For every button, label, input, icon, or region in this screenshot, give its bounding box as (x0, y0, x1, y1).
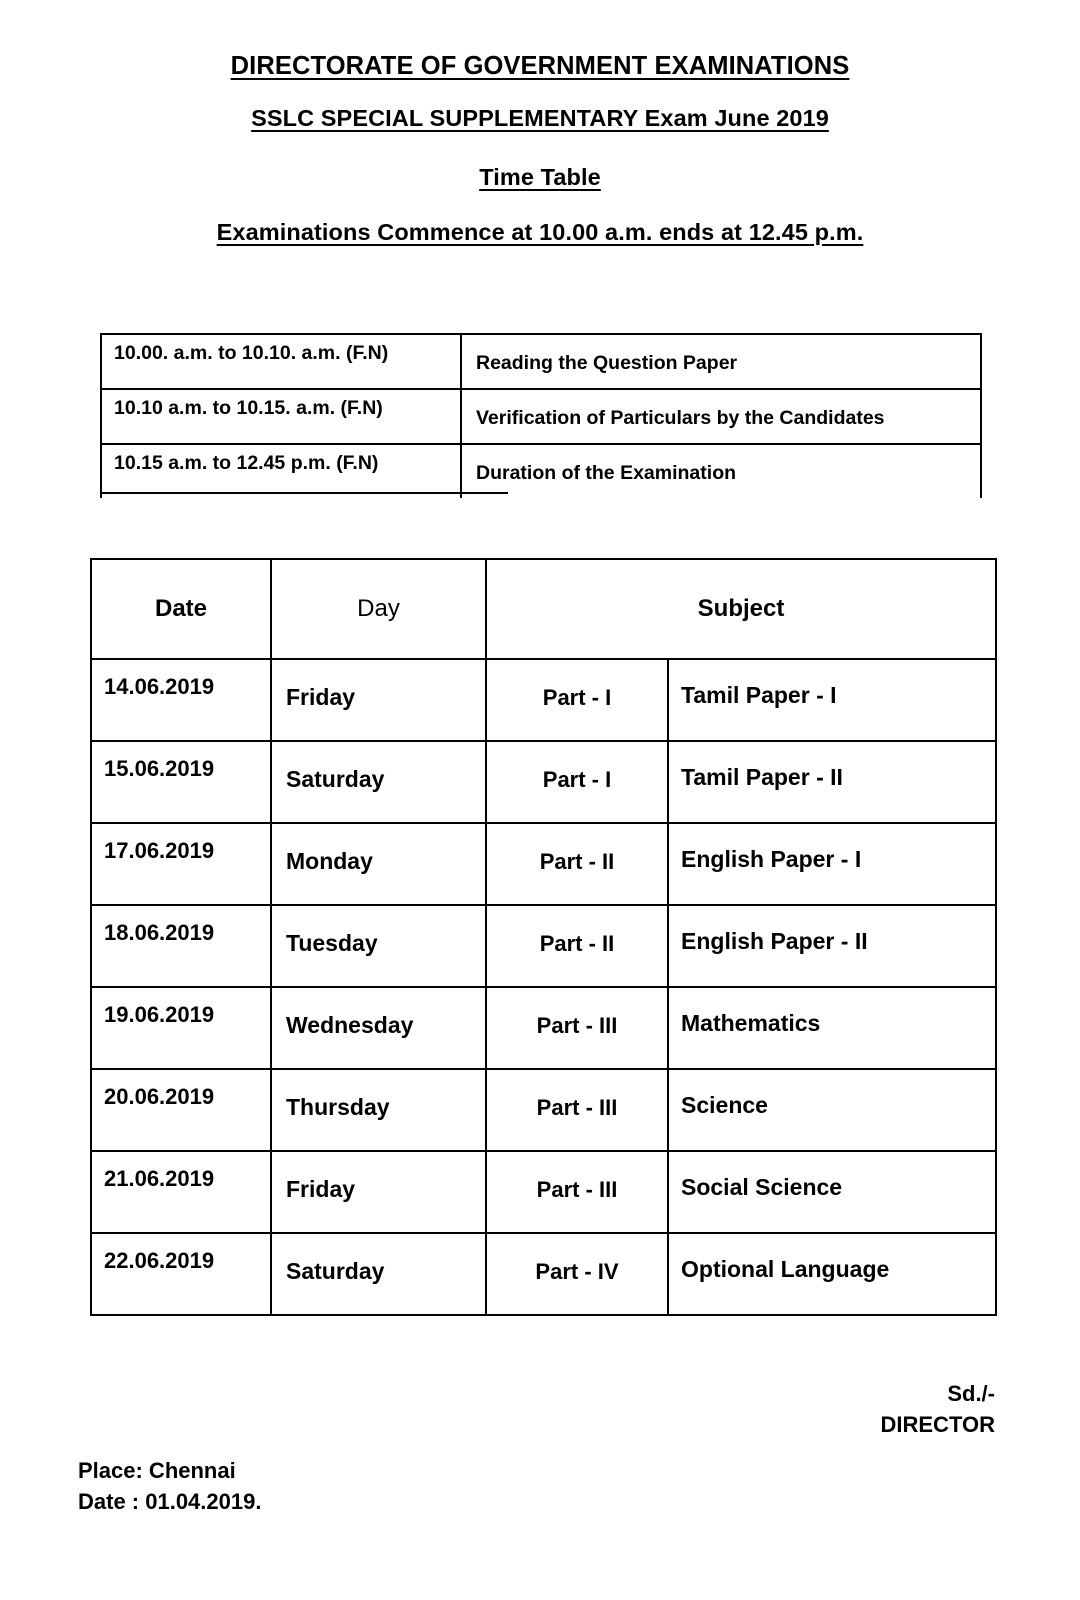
cell-subject: Mathematics (668, 987, 996, 1069)
timing-table-bottom-rule (100, 492, 508, 494)
table-row (91, 905, 996, 987)
place-label: Place: Chennai (78, 1458, 236, 1483)
timing-activity-cell: Duration of the Examination (476, 462, 737, 484)
cell-day: Friday (271, 659, 486, 741)
timing-activity-cell: Verification of Particulars by the Candidates (476, 407, 885, 429)
cell-date: 14.06.2019 (91, 659, 271, 741)
cell-day: Saturday (271, 1233, 486, 1315)
cell-subject: English Paper - II (668, 905, 996, 987)
cell-part: Part - III (486, 987, 668, 1069)
timing-slot-cell: 10.15 a.m. to 12.45 p.m. (F.N) (102, 445, 462, 498)
timing-row (100, 388, 982, 443)
table-row (91, 1069, 996, 1151)
timing-activity-cell: Reading the Question Paper (476, 352, 738, 374)
cell-day: Wednesday (271, 987, 486, 1069)
signatory-designation: DIRECTOR (880, 1412, 995, 1437)
cell-date: 22.06.2019 (91, 1233, 271, 1315)
document-title-line-3 (0, 164, 1080, 191)
cell-part: Part - III (486, 1151, 668, 1233)
cell-subject: English Paper - I (668, 823, 996, 905)
document-title-line-1 (0, 52, 1080, 81)
cell-date: 19.06.2019 (91, 987, 271, 1069)
timing-row (100, 443, 982, 498)
cell-date: 18.06.2019 (91, 905, 271, 987)
cell-day: Saturday (271, 741, 486, 823)
cell-part: Part - III (486, 1069, 668, 1151)
place-date-block (78, 1455, 261, 1517)
cell-day: Tuesday (271, 905, 486, 987)
timing-slot-cell: 10.00. a.m. to 10.10. a.m. (F.N) (102, 335, 462, 388)
table-row (91, 987, 996, 1069)
timing-row (100, 333, 982, 388)
exam-timing-table (100, 333, 982, 498)
table-row (91, 1151, 996, 1233)
cell-subject: Tamil Paper - II (668, 741, 996, 823)
header-day: Day (271, 559, 486, 659)
header-date: Date (91, 559, 271, 659)
cell-subject: Optional Language (668, 1233, 996, 1315)
cell-part: Part - I (486, 741, 668, 823)
time-table-label: Time Table (479, 164, 601, 190)
timing-slot-cell: 10.10 a.m. to 10.15. a.m. (F.N) (102, 390, 462, 443)
cell-date: 15.06.2019 (91, 741, 271, 823)
cell-part: Part - IV (486, 1233, 668, 1315)
cell-part: Part - I (486, 659, 668, 741)
cell-subject: Science (668, 1069, 996, 1151)
exam-hours-text: Examinations Commence at 10.00 a.m. ends at 12.45 p.m. (216, 219, 864, 245)
table-row (91, 741, 996, 823)
cell-date: 17.06.2019 (91, 823, 271, 905)
signature-mark: Sd./- (947, 1381, 995, 1406)
table-row (91, 1233, 996, 1315)
schedule-header-row (91, 559, 996, 659)
cell-day: Thursday (271, 1069, 486, 1151)
document-title-line-2 (0, 105, 1080, 132)
cell-day: Friday (271, 1151, 486, 1233)
cell-subject: Social Science (668, 1151, 996, 1233)
document-title-line-4 (0, 219, 1080, 246)
schedule-table-head (91, 559, 996, 659)
signature-block (881, 1378, 996, 1440)
exam-name-text: SSLC SPECIAL SUPPLEMENTARY Exam June 2019 (251, 105, 829, 131)
schedule-table-body (91, 659, 996, 1315)
table-row (91, 823, 996, 905)
cell-part: Part - II (486, 823, 668, 905)
cell-subject: Tamil Paper - I (668, 659, 996, 741)
cell-date: 20.06.2019 (91, 1069, 271, 1151)
issue-date-label: Date : 01.04.2019. (78, 1489, 262, 1514)
cell-day: Monday (271, 823, 486, 905)
exam-schedule-table (90, 558, 997, 1316)
document-title-text: DIRECTORATE OF GOVERNMENT EXAMINATIONS (230, 52, 850, 80)
cell-part: Part - II (486, 905, 668, 987)
header-subject: Subject (486, 559, 996, 659)
table-row (91, 659, 996, 741)
cell-date: 21.06.2019 (91, 1151, 271, 1233)
